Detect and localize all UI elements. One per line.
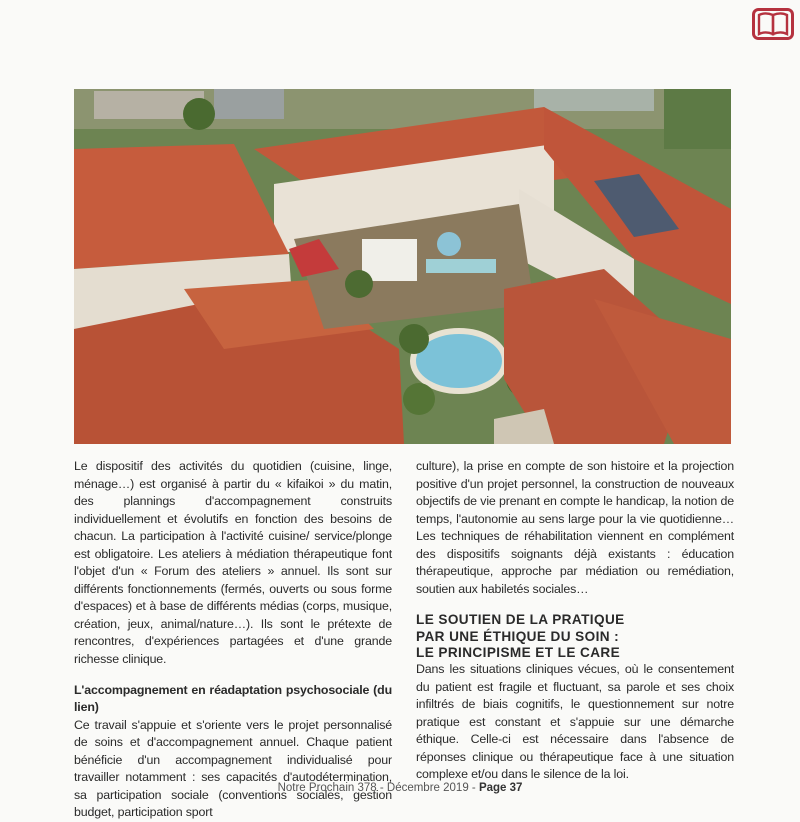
publication-info: Notre Prochain 378 - Décembre 2019 - xyxy=(277,782,479,794)
continuation-paragraph: culture), la prise en compte de son histoire et la projection positive d'un projet personnel, la construction de nouveaux objectifs de vie prenant en compte le handicap, la notion de temps, l'autonomie au sens large pour la vie quotidienne… Les techniques de réhabilitation viennent en complément des dispositifs soignants déjà existants : éducation thérapeutique, approche par médiation ou remédiation, soutien aux habiletés sociales… xyxy=(416,459,734,596)
accompaniment-paragraph: Ce travail s'appuie et s'oriente vers le projet personnalisé de soins et d'accompagnement annuel. Chaque patient bénéficie d'un accompagnement individualisé pour travailler notamment : ses capacités d'autodétermination, sa participation sociale (conventions sociales, gestion budget, participation sport xyxy=(74,717,392,820)
section-title xyxy=(416,612,734,661)
section-title-line-1: LE SOUTIEN DE LA PRATIQUE xyxy=(416,612,625,628)
intro-paragraph: Le dispositif des activités du quotidien (cuisine, linge, ménage…) est organisé à partir du « kifaikoi » du matin, des plannings d'accompagnement construits individuellement et évolutifs en fonction des besoins de chacun. La participation à l'activité cuisine/ service/plonge est obligatoire. Les ateliers à médiation thérapeutique font l'objet d'un « Forum des ateliers » annuel. Ils sont sur différents fonctionnements (fermés, ouverts ou sous forme d'espaces) et à base de différents médias (corps, musique, création, jeux, animal/nature…). Ils sont le prétexte de rencontres, d'expériences partagées et d'une grande richesse clinique. xyxy=(74,459,392,667)
section-title-line-3: LE PRINCIPISME ET LE CARE xyxy=(416,644,621,660)
subheading: L'accompagnement en réadaptation psychosociale (du lien) xyxy=(74,682,392,715)
left-column xyxy=(74,458,392,822)
page-number: Page 37 xyxy=(478,782,523,794)
ethics-paragraph: Dans les situations cliniques vécues, où le consentement du patient est fragile et fluctuant, sa parole et ses choix infiltrés de biais cognitifs, le questionnement sur notre pratique est constant et s'appuie sur une démarche éthique. Celle-ci est nécessaire dans l'absence de réponses clinique ou thérapeutique face à une situation complexe et/ou dans le silence de la loi. xyxy=(416,661,734,782)
book-icon xyxy=(752,8,794,40)
page-footer xyxy=(0,782,800,794)
aerial-photo xyxy=(74,89,731,444)
right-column xyxy=(416,458,734,784)
section-title-line-2: PAR UNE ÉTHIQUE DU SOIN : xyxy=(416,628,620,644)
